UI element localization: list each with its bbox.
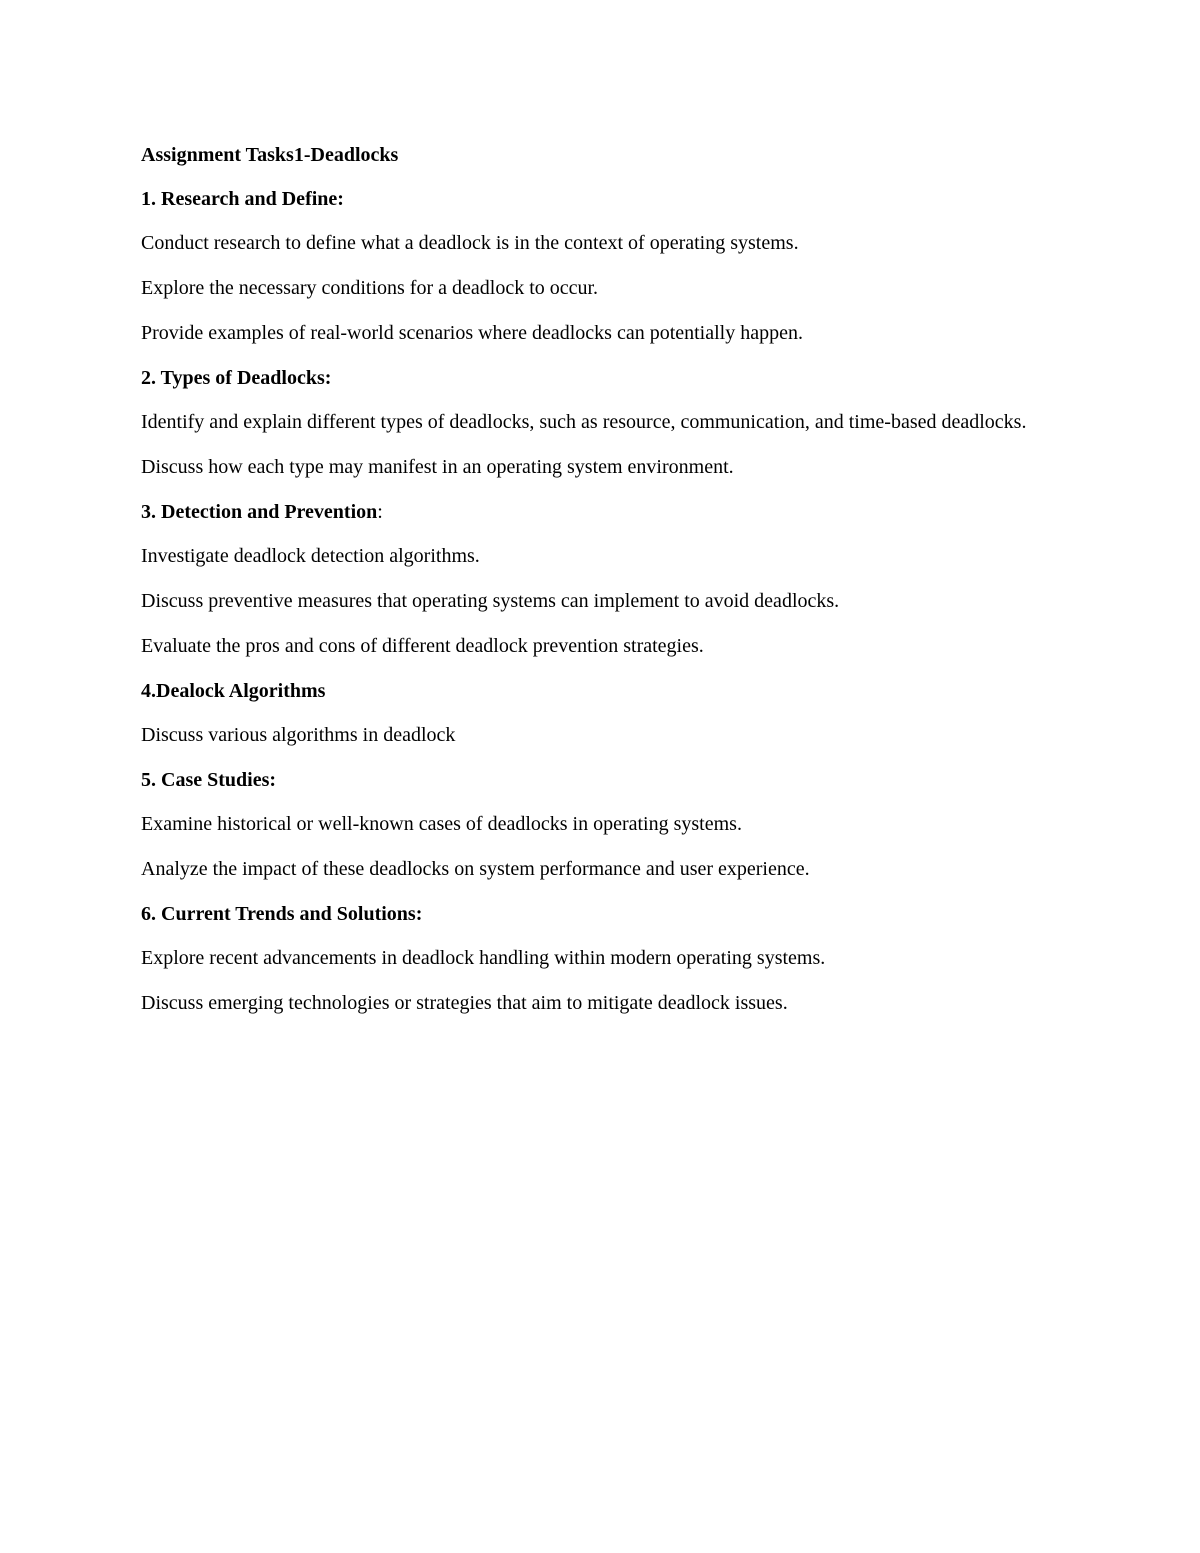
section-research-and-define	[141, 184, 1041, 348]
paragraph: Identify and explain different types of deadlocks, such as resource, communication, and time-based deadlocks.	[141, 411, 1027, 433]
section-heading-text: 1. Research and Define:	[141, 188, 344, 210]
paragraph: Analyze the impact of these deadlocks on system performance and user experience.	[141, 858, 810, 880]
section-detection-and-prevention	[141, 497, 1041, 661]
paragraph: Discuss various algorithms in deadlock	[141, 724, 456, 746]
section-heading	[141, 676, 1041, 706]
paragraph: Discuss how each type may manifest in an operating system environment.	[141, 456, 734, 478]
section-deadlock-algorithms	[141, 676, 1041, 750]
paragraph: Provide examples of real-world scenarios where deadlocks can potentially happen.	[141, 322, 803, 344]
section-heading-text: 3. Detection and Prevention	[141, 501, 378, 523]
section-types-of-deadlocks	[141, 363, 1041, 482]
section-heading-text: 5. Case Studies:	[141, 769, 277, 791]
paragraph: Explore recent advancements in deadlock handling within modern operating systems.	[141, 947, 826, 969]
paragraph: Explore the necessary conditions for a deadlock to occur.	[141, 277, 599, 299]
document-title: Assignment Tasks1-Deadlocks	[141, 144, 399, 166]
paragraph: Conduct research to define what a deadlock is in the context of operating systems.	[141, 232, 799, 254]
section-heading-text: 2. Types of Deadlocks:	[141, 367, 332, 389]
section-heading	[141, 184, 1041, 214]
paragraph: Investigate deadlock detection algorithms.	[141, 545, 480, 567]
section-heading-text: 6. Current Trends and Solutions:	[141, 903, 423, 925]
section-case-studies	[141, 765, 1041, 884]
paragraph: Evaluate the pros and cons of different deadlock prevention strategies.	[141, 635, 704, 657]
paragraph: Discuss emerging technologies or strategies that aim to mitigate deadlock issues.	[141, 992, 788, 1014]
document-body	[141, 140, 1041, 1033]
section-heading	[141, 497, 1041, 527]
section-current-trends-and-solutions	[141, 899, 1041, 1018]
paragraph: Discuss preventive measures that operating systems can implement to avoid deadlocks.	[141, 590, 840, 612]
section-heading	[141, 899, 1041, 929]
section-heading-suffix: :	[377, 501, 383, 523]
paragraph: Examine historical or well-known cases of deadlocks in operating systems.	[141, 813, 742, 835]
section-heading-text: 4.Dealock Algorithms	[141, 680, 326, 702]
section-heading	[141, 765, 1041, 795]
section-heading	[141, 363, 1041, 393]
